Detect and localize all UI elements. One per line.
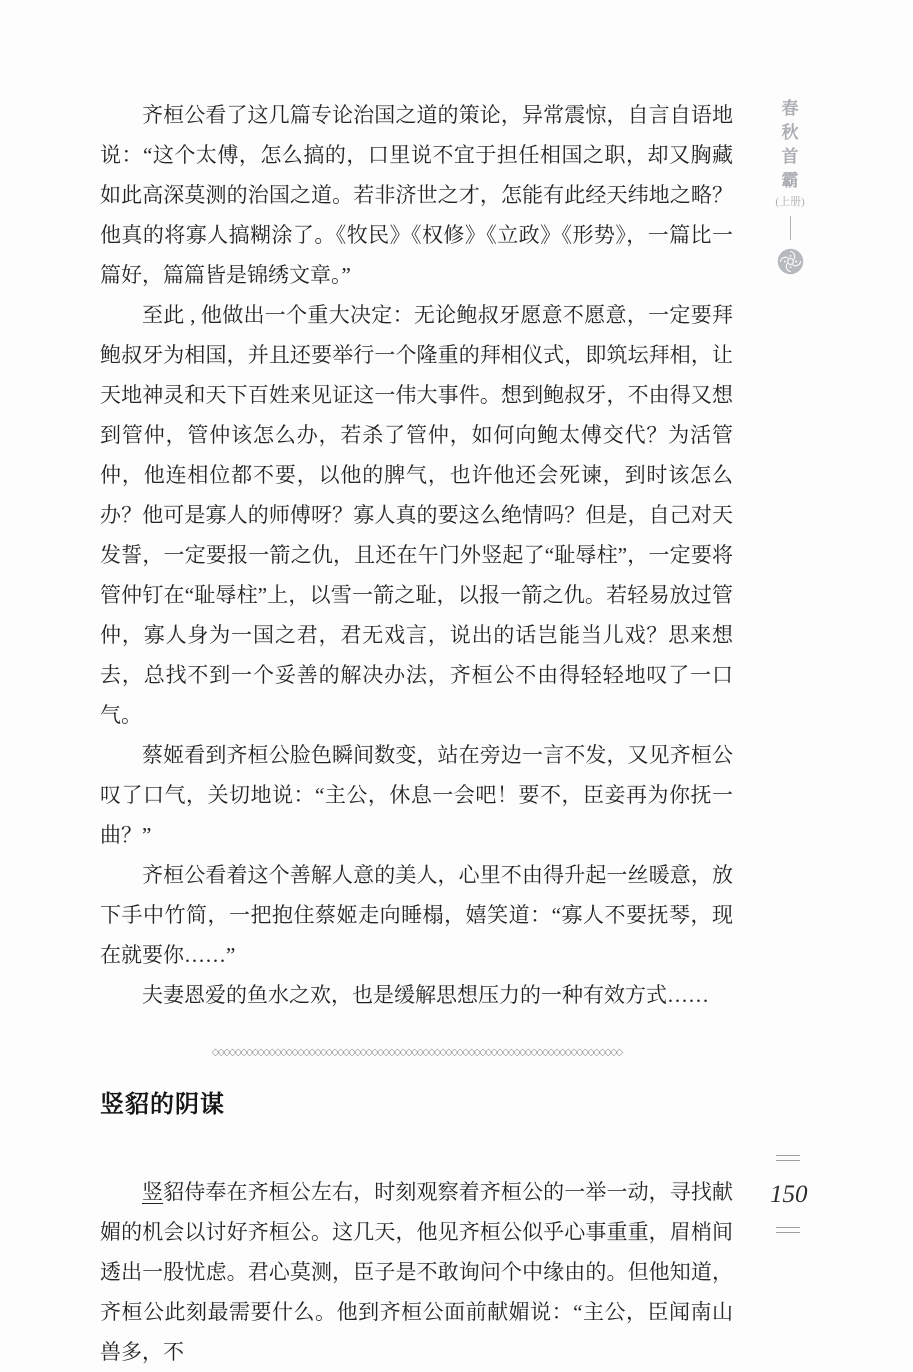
page-number-block xyxy=(770,1155,806,1233)
section-paragraph-text: 貂侍奉在齐桓公左右，时刻观察着齐桓公的一举一动，寻找献媚的机会以讨好齐桓公。这几天，他见齐桓公似乎心事重重，眉梢间透出一股忧虑。君心莫测，臣子是不敢询问个中缘由的。但他知道，齐桓公此刻最需要什么。他到齐桓公面前献媚说：“主公，臣闻南山兽多，不 xyxy=(100,1180,734,1364)
body-paragraph: 夫妻恩爱的鱼水之欢，也是缓解思想压力的一种有效方式…… xyxy=(142,983,709,1007)
book-title-sidebar xyxy=(767,97,813,275)
section-heading: 竖貂的阴谋 xyxy=(100,1092,225,1118)
page-number: 150 xyxy=(770,1181,808,1208)
body-paragraph: 齐桓公看着这个善解人意的美人，心里不由得升起一丝暖意，放下手中竹简，一把抱住蔡姬走向睡榻，嬉笑道：“寡人不要抚琴，现在就要你……” xyxy=(100,863,733,967)
page-number-rule-bottom xyxy=(776,1227,800,1233)
body-paragraph: 齐桓公看了这几篇专论治国之道的策论，异常震惊，自言自语地说：“这个太傅，怎么搞的，口里说不宜于担任相国之职，却又胸藏如此高深莫测的治国之道。若非济世之才，怎能有此经天纬地之略？他真的将寡人搞糊涂了。《牧民》《权修》《立政》《形势》，一篇比一篇好，篇篇皆是锦绣文章。” xyxy=(100,103,733,287)
section-divider: ◇◇◇◇◇◇◇◇◇◇◇◇◇◇◇◇◇◇◇◇◇◇◇◇◇◇◇◇◇◇◇◇◇◇◇◇◇◇◇◇◇◇◇◇◇◇◇◇◇◇◇◇◇◇◇◇◇◇◇◇◇◇◇◇◇◇◇◇◇◇◇◇ xyxy=(211,1047,622,1058)
sidebar-divider-line xyxy=(790,216,791,240)
book-title-char: 秋 xyxy=(781,123,799,142)
book-title-char: 首 xyxy=(781,147,799,166)
proper-noun-underline: 竖 xyxy=(142,1180,164,1204)
book-title-char: 霸 xyxy=(781,171,799,190)
section-paragraph xyxy=(100,1172,733,1372)
body-paragraph: 蔡姬看到齐桓公脸色瞬间数变，站在旁边一言不发，又见齐桓公叹了口气，关切地说：“主公，休息一会吧！要不，臣妾再为你抚一曲？” xyxy=(100,743,733,847)
book-volume-label: (上册) xyxy=(775,196,805,208)
cloud-swirl-seal-icon xyxy=(767,248,813,275)
body-paragraph: 至此 , 他做出一个重大决定：无论鲍叔牙愿意不愿意，一定要拜鲍叔牙为相国，并且还要举行一个隆重的拜相仪式，即筑坛拜相，让天地神灵和天下百姓来见证这一伟大事件。想到鲍叔牙，不由得又想到管仲，管仲该怎么办，若杀了管仲，如何向鲍太傅交代？为活管仲，他连相位都不要，以他的脾气，也许他还会死谏，到时该怎么办？他可是寡人的师傅呀？寡人真的要这么绝情吗？但是，自己对天发誓，一定要报一箭之仇，且还在午门外竖起了“耻辱柱”，一定要将管仲钉在“耻辱柱”上，以雪一箭之耻，以报一箭之仇。若轻易放过管仲，寡人身为一国之君，君无戏言，说出的话岂能当儿戏？思来想去，总找不到一个妥善的解决办法，齐桓公不由得轻轻地叹了一口气。 xyxy=(100,303,733,727)
text-column xyxy=(100,95,733,1372)
book-title-char: 春 xyxy=(781,99,799,118)
page-number-rule-top xyxy=(776,1155,800,1161)
